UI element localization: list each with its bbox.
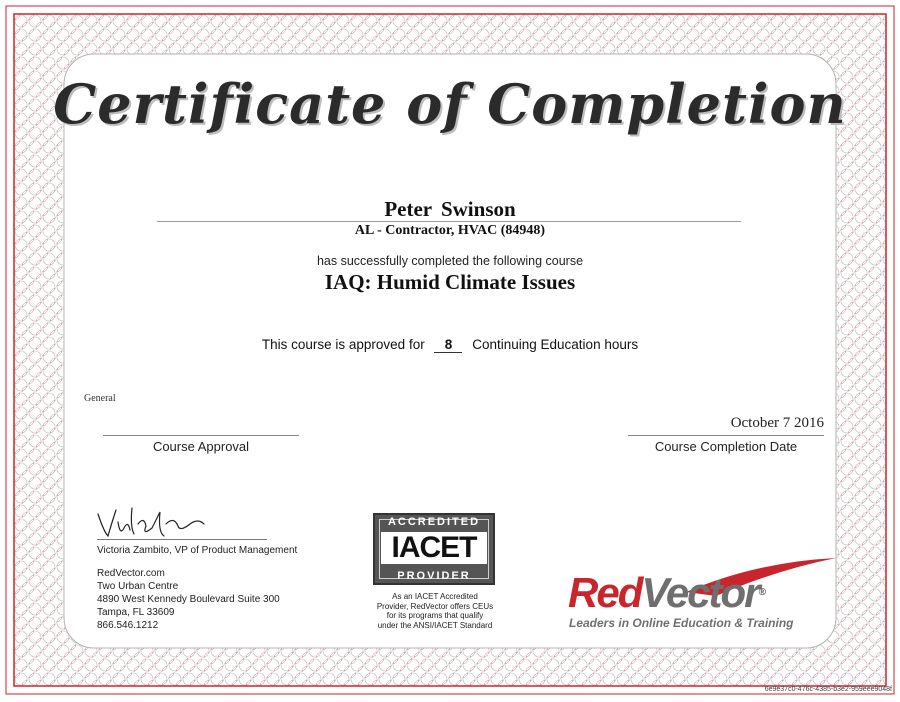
address-phone: 866.546.1212 xyxy=(97,620,159,631)
redvector-logo xyxy=(566,556,838,634)
hours-suffix: Continuing Education hours xyxy=(472,337,639,352)
signature xyxy=(94,502,214,542)
iacet-note-line: As an IACET Accredited xyxy=(392,592,478,601)
address-city: Tampa, FL 33609 xyxy=(97,607,175,618)
hours-statement xyxy=(0,337,900,353)
completion-date: October 7 2016 xyxy=(730,415,824,431)
course-title: IAQ: Humid Climate Issues xyxy=(324,270,576,294)
iacet-note-line: for its programs that qualify xyxy=(386,611,484,620)
address-website: RedVector.com xyxy=(97,568,165,579)
address-block xyxy=(97,567,280,632)
completed-text: has successfully completed the following course xyxy=(316,254,584,268)
iacet-note xyxy=(355,592,515,630)
signer-line: Victoria Zambito, VP of Product Management xyxy=(97,545,298,556)
iacet-note-line: Provider, RedVector offers CEUs xyxy=(376,601,494,611)
logo-tagline: Leaders in Online Education & Training xyxy=(569,616,794,630)
name-underline xyxy=(157,221,741,222)
completion-date-label: Course Completion Date xyxy=(654,439,798,454)
recipient-name: Peter Swinson xyxy=(384,197,516,221)
license-line: AL - Contractor, HVAC (84948) xyxy=(354,223,546,238)
hours-value: 8 xyxy=(434,337,462,353)
iacet-top-text: ACCREDITED xyxy=(387,516,481,528)
general-note: General xyxy=(84,393,116,404)
serial-number: 6e9e37c0-476c-4385-b3e2-959eee9048f xyxy=(764,686,892,693)
logo-wordmark xyxy=(568,570,764,616)
approval-underline xyxy=(103,435,299,436)
date-underline xyxy=(628,435,824,436)
iacet-note-line: under the ANSI/IACET Standard xyxy=(377,620,493,630)
address-building: Two Urban Centre xyxy=(97,581,179,592)
approval-label: Course Approval xyxy=(152,439,250,454)
iacet-bottom-text: PROVIDER xyxy=(397,570,471,582)
hours-prefix: This course is approved for xyxy=(261,337,425,352)
address-street: 4890 West Kennedy Boulevard Suite 300 xyxy=(97,594,280,605)
iacet-badge xyxy=(373,513,495,585)
signature-underline xyxy=(97,539,267,540)
registered-mark: ® xyxy=(758,587,764,598)
logo-gray-text: Vector xyxy=(641,569,759,616)
iacet-logo-text: IACET xyxy=(381,532,487,564)
logo-red-text: Red xyxy=(568,569,642,616)
certificate-title: Certificate of Completion xyxy=(53,72,847,136)
